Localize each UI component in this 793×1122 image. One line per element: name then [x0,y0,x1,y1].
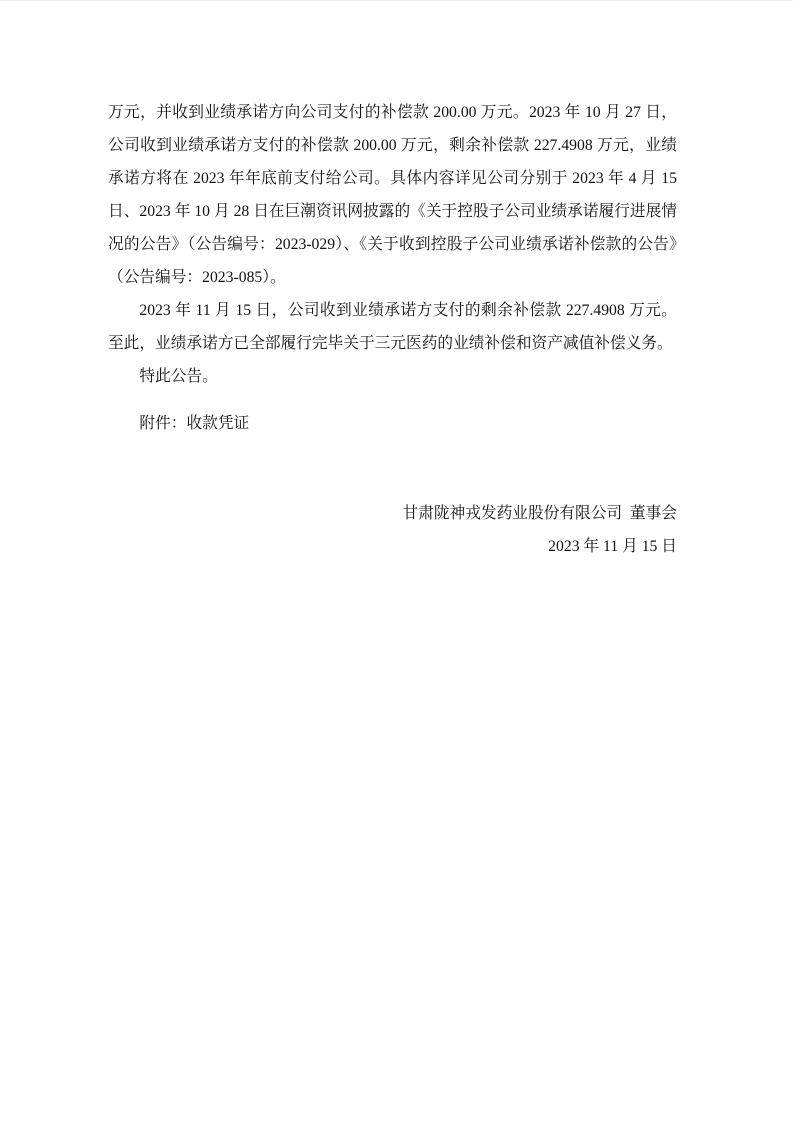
signature-company-board: 甘肃陇神戎发药业股份有限公司 董事会 [402,505,677,522]
signature-block [108,497,677,563]
paragraph-closing-statement: 特此公告。 [139,368,218,385]
signature-date: 2023 年 11 月 15 日 [548,538,677,555]
paragraph-compensation-progress: 万元，并收到业绩承诺方向公司支付的补偿款 200.00 万元。2023 年 10 月 27 日，公司收到业绩承诺方支付的补偿款 200.00 万元，剩余补偿款 227.4908 万元，业绩承诺方将在 2023 年年底前支付给公司。具体内容详见公司分别于 2023 年 4 月 15 日、2023 年 10 月 28 日在巨潮资讯网披露的《关于控股子公司业绩承诺履行进展情况的公告》（公告编号：2023-029）、《关于收到控股子公司业绩承诺补偿款的公告》（公告编号：2023-085）。 [108,104,677,286]
document-body [108,96,677,563]
attachment-line: 附件：收款凭证 [139,415,250,432]
paragraph-final-payment: 2023 年 11 月 15 日，公司收到业绩承诺方支付的剩余补偿款 227.4908 万元。至此，业绩承诺方已全部履行完毕关于三元医药的业绩补偿和资产减值补偿义务。 [108,302,677,352]
